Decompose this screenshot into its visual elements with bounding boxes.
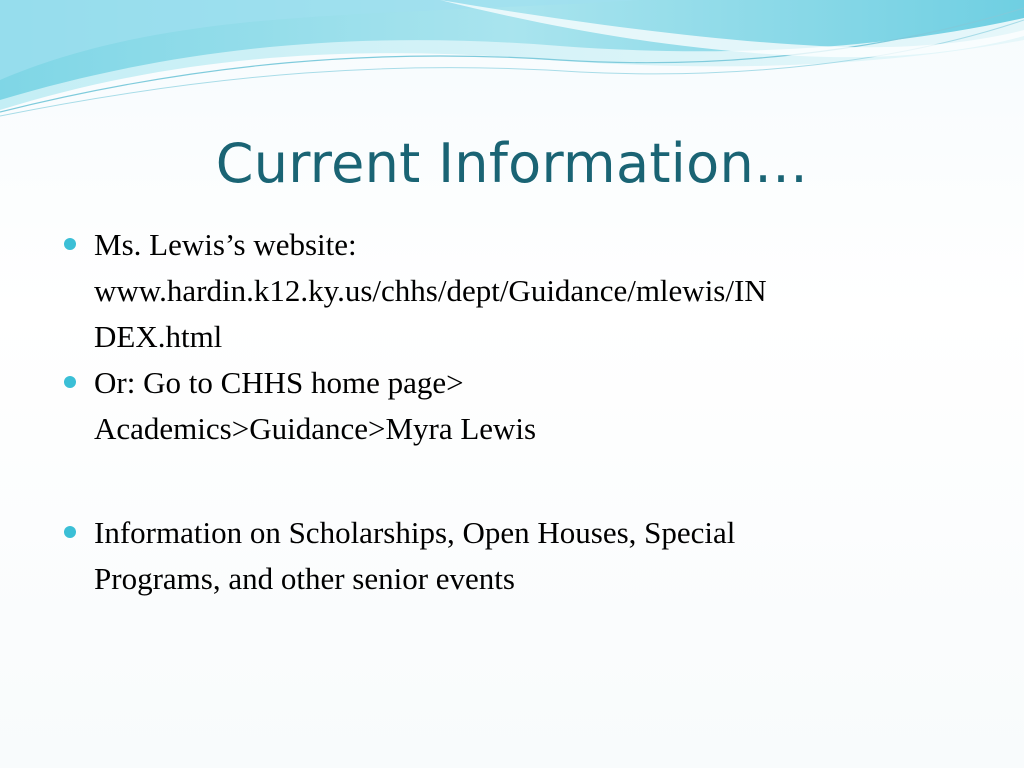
bullet-text-line: Information on Scholarships, Open Houses, Special [94, 515, 736, 550]
bullet-item-website [64, 222, 964, 360]
bullet-item-navigation [64, 360, 964, 452]
bullet-text-line: Programs, and other senior events [94, 561, 515, 596]
bullet-dot-icon [64, 526, 76, 538]
bullet-text-line: Ms. Lewis’s website: [94, 227, 357, 262]
bullet-list [64, 222, 964, 602]
slide-title: Current Information… [215, 132, 809, 195]
bullet-item-information [64, 510, 964, 602]
header-wave-decoration [0, 0, 1024, 120]
bullet-dot-icon [64, 238, 76, 250]
website-url-line[interactable]: www.hardin.k12.ky.us/chhs/dept/Guidance/mlewis/IN [94, 273, 767, 308]
bullet-dot-icon [64, 376, 76, 388]
website-url-line[interactable]: DEX.html [94, 319, 223, 354]
bullet-text-line: Academics>Guidance>Myra Lewis [94, 411, 537, 446]
bullet-text-line: Or: Go to CHHS home page> [94, 365, 464, 400]
bullet-spacer [64, 452, 964, 510]
